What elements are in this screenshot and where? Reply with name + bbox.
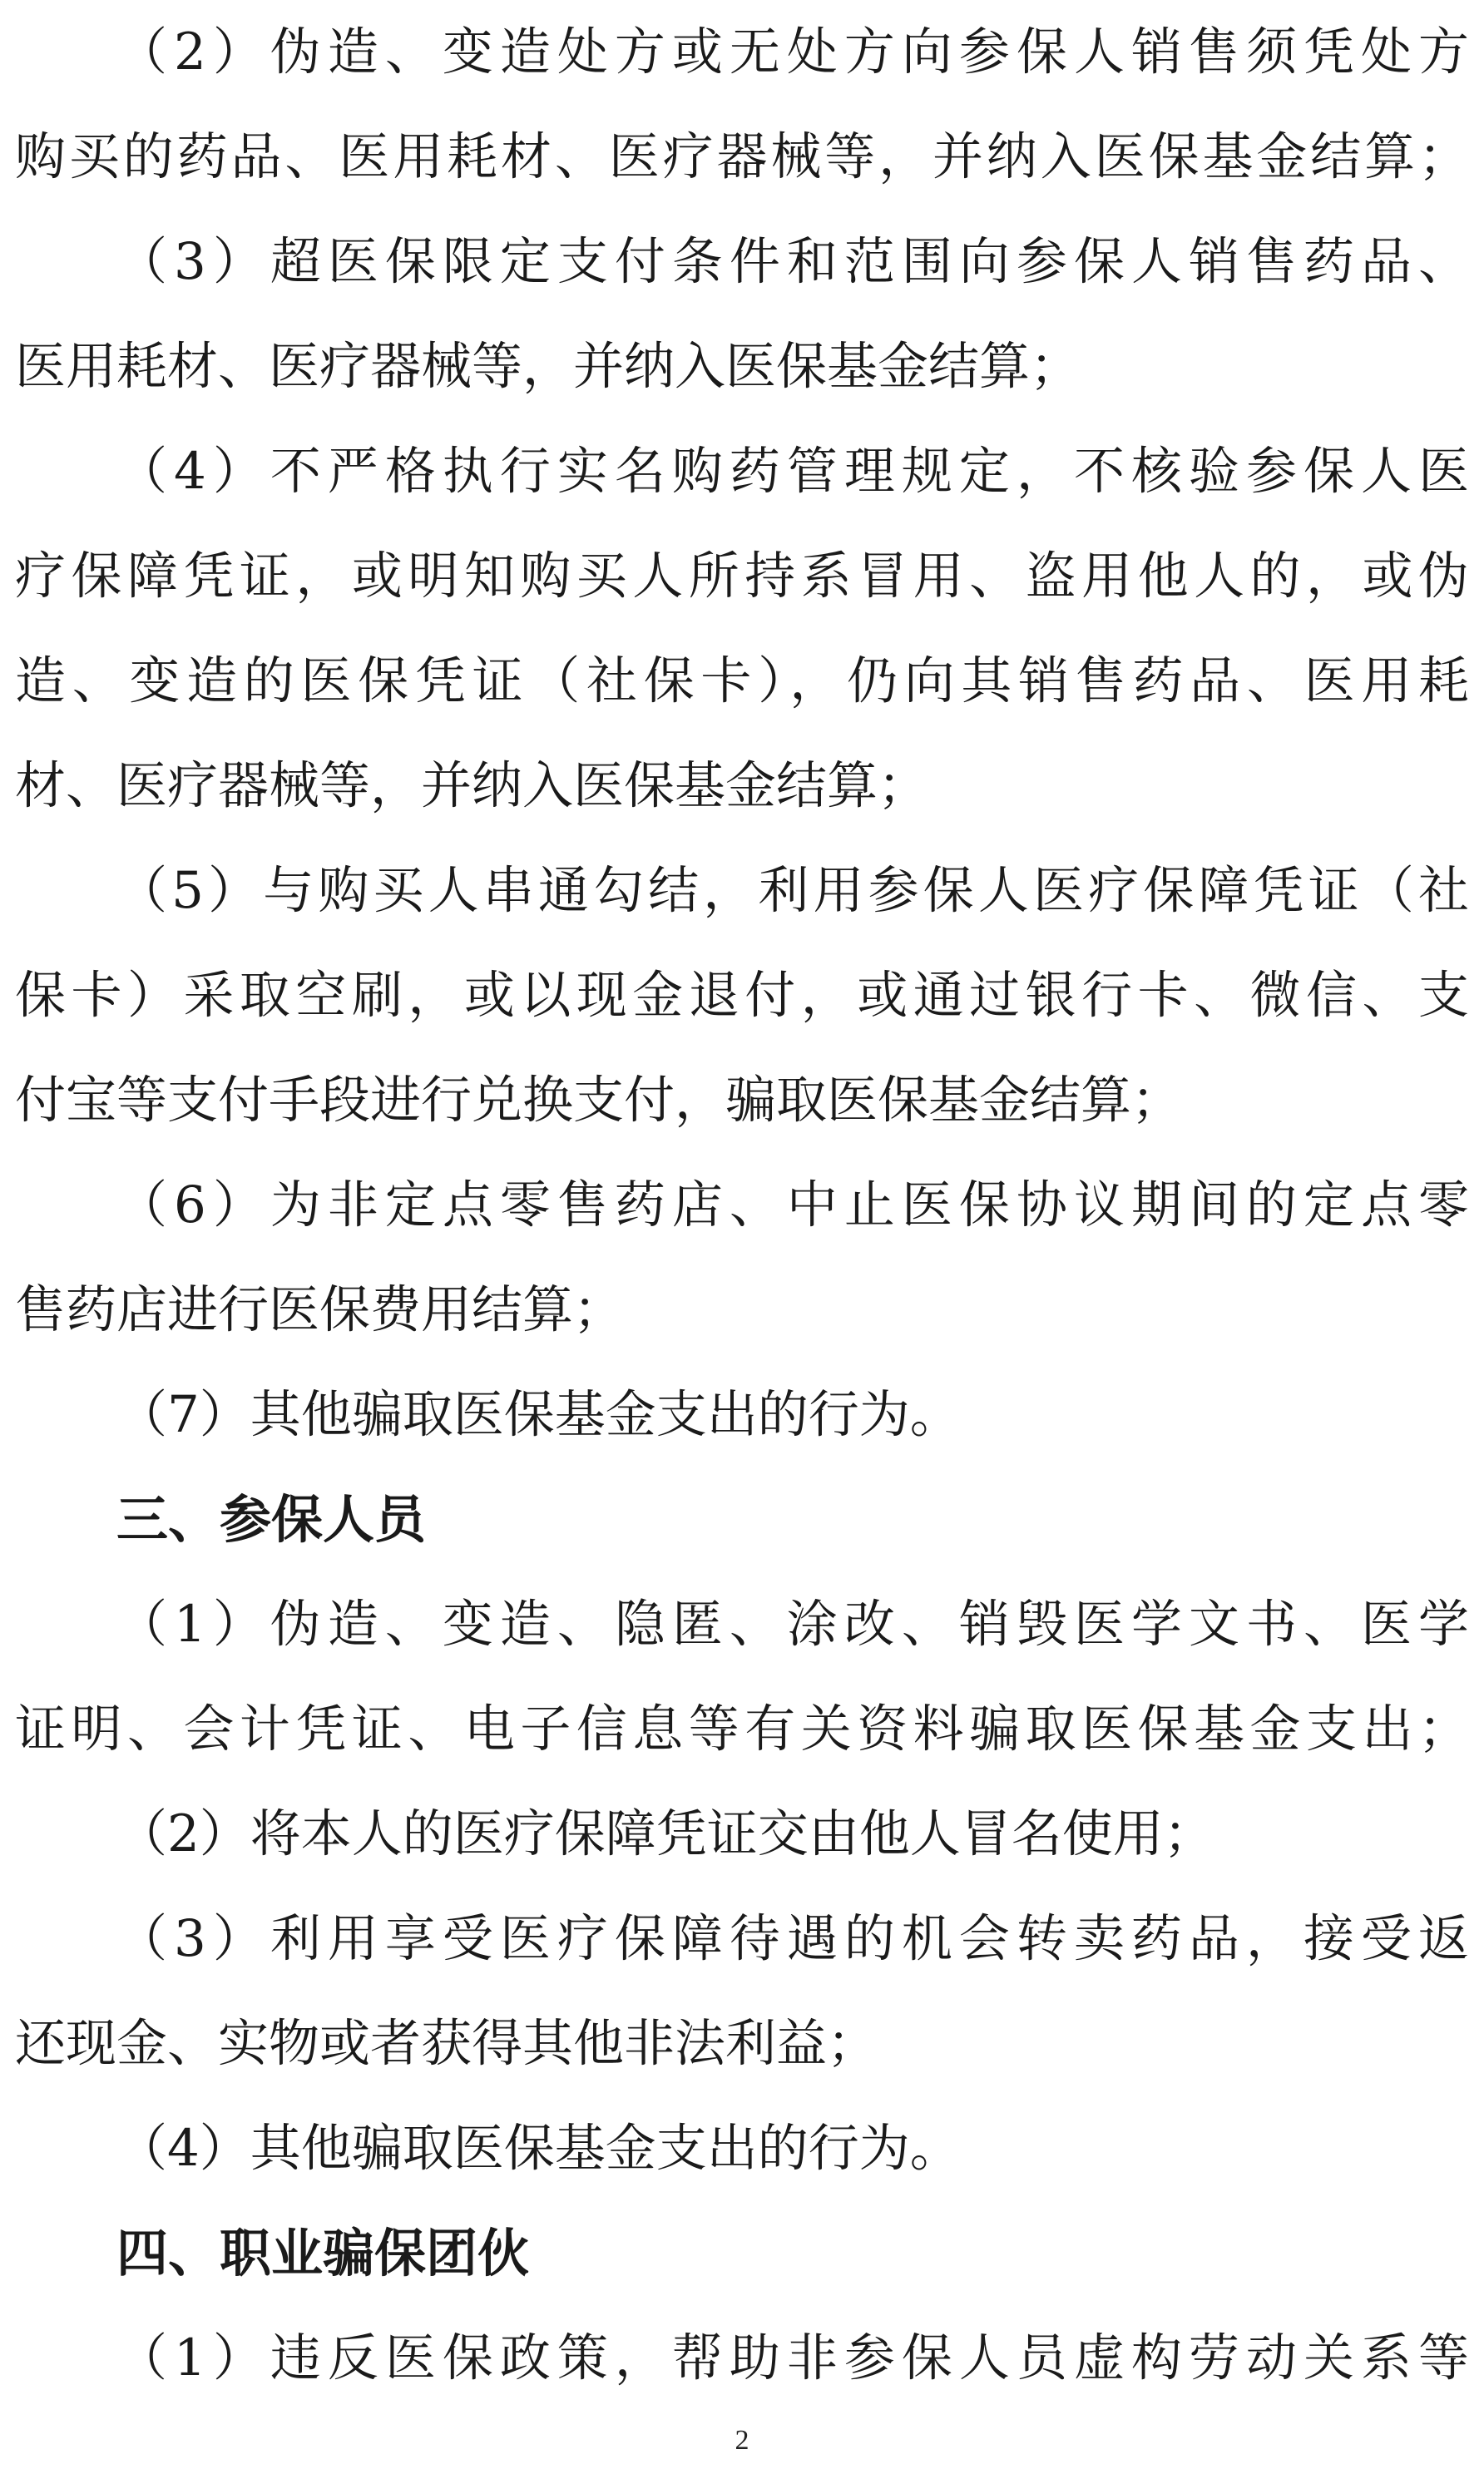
paragraph-line: （4）不严格执行实名购药管理规定，不核验参保人医 <box>116 442 1469 501</box>
paragraph-line: （1）违反医保政策，帮助非参保人员虚构劳动关系等 <box>116 2328 1469 2387</box>
paragraph-line: 还现金、实物或者获得其他非法利益； <box>15 2014 878 2073</box>
paragraph-line: （3）利用享受医疗保障待遇的机会转卖药品，接受返 <box>116 1909 1469 1968</box>
paragraph-line: （1）伪造、变造、隐匿、涂改、销毁医学文书、医学 <box>116 1595 1469 1654</box>
paragraph-line: （6）为非定点零售药店、中止医保协议期间的定点零 <box>116 1175 1469 1234</box>
paragraph-line: （4）其他骗取医保基金支出的行为。 <box>116 2119 961 2178</box>
page-number: 2 <box>735 2425 749 2456</box>
section-heading: 四、职业骗保团伙 <box>116 2223 530 2283</box>
paragraph-line: 疗保障凭证，或明知购买人所持系冒用、盗用他人的，或伪 <box>15 547 1469 606</box>
paragraph-line: 造、变造的医保凭证（社保卡），仍向其销售药品、医用耗 <box>15 651 1469 710</box>
paragraph-line: （3）超医保限定支付条件和范围向参保人销售药品、 <box>116 232 1469 291</box>
paragraph-line: 付宝等支付手段进行兑换支付，骗取医保基金结算； <box>15 1071 1183 1130</box>
paragraph-line: 购买的药品、医用耗材、医疗器械等，并纳入医保基金结算； <box>15 127 1469 186</box>
paragraph-line: 证明、会计凭证、电子信息等有关资料骗取医保基金支出； <box>15 1700 1469 1759</box>
paragraph-line: （7）其他骗取医保基金支出的行为。 <box>116 1385 961 1444</box>
paragraph-line: （5）与购买人串通勾结，利用参保人医疗保障凭证（社 <box>116 861 1469 920</box>
section-heading: 三、参保人员 <box>116 1489 427 1550</box>
paragraph-line: （2）将本人的医疗保障凭证交由他人冒名使用； <box>116 1804 1214 1863</box>
paragraph-line: （2）伪造、变造处方或无处方向参保人销售须凭处方 <box>116 22 1469 82</box>
paragraph-line: 医用耗材、医疗器械等，并纳入医保基金结算； <box>15 337 1081 396</box>
paragraph-line: 材、医疗器械等，并纳入医保基金结算； <box>15 756 929 815</box>
paragraph-line: 售药店进行医保费用结算； <box>15 1280 625 1339</box>
paragraph-line: 保卡）采取空刷，或以现金退付，或通过银行卡、微信、支 <box>15 966 1469 1025</box>
